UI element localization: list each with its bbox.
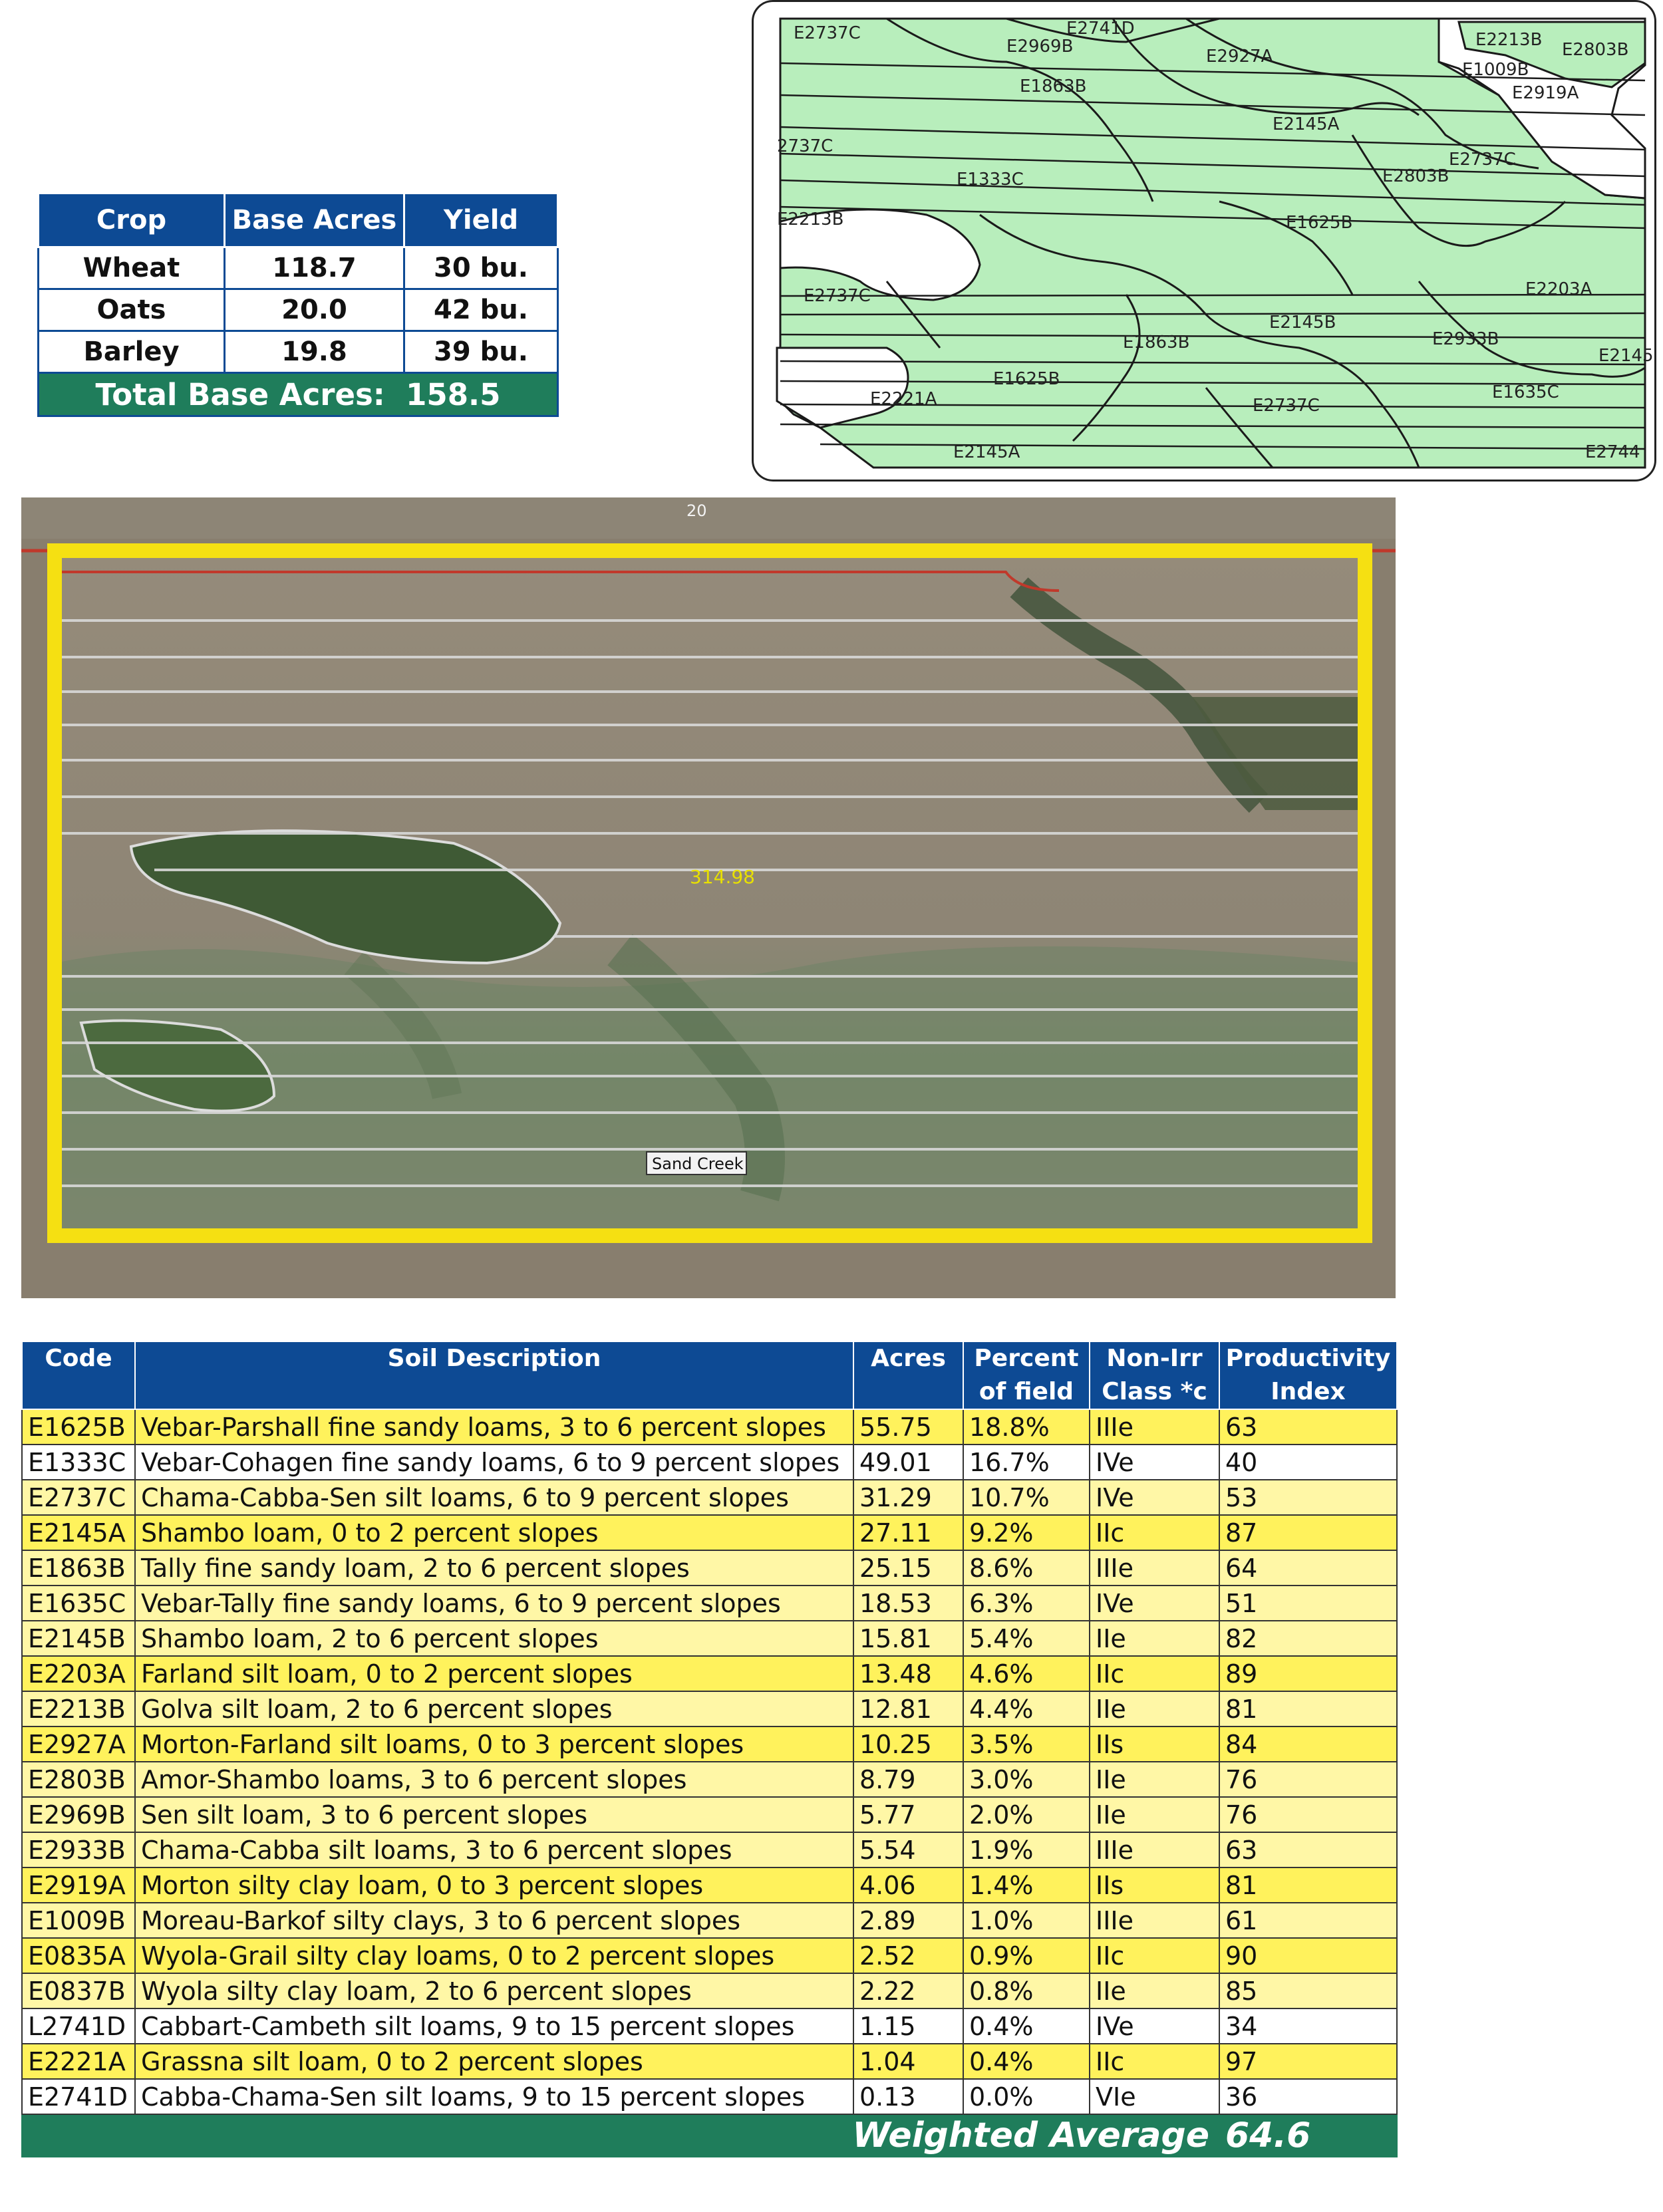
map-label: 2737C (777, 136, 833, 156)
map-label: E2927A (1206, 47, 1273, 67)
soil-percent-of-field: 6.3% (963, 1586, 1090, 1621)
map-label: E2744 (1585, 442, 1640, 462)
table-row (22, 1867, 1397, 1903)
table-row (22, 1409, 1397, 1445)
soil-code: E1009B (22, 1903, 135, 1938)
table-row (22, 1727, 1397, 1762)
aerial-photo-drawing (21, 497, 1396, 1298)
soil-description: Sen silt loam, 3 to 6 percent slopes (135, 1797, 853, 1832)
soil-percent-of-field: 18.8% (963, 1409, 1090, 1445)
total-base-acres (39, 373, 558, 416)
map-label: E1863B (1123, 333, 1190, 352)
map-label: E2145 (1598, 346, 1654, 366)
soil-description: Tally fine sandy loam, 2 to 6 percent slopes (135, 1550, 853, 1586)
soil-class: IIe (1090, 1762, 1219, 1797)
map-label: E2969B (1006, 37, 1074, 57)
soil-description: Morton-Farland silt loams, 0 to 3 percent slopes (135, 1727, 853, 1762)
table-row (22, 1938, 1397, 1973)
table-row (22, 2008, 1397, 2044)
soil-percent-of-field: 0.4% (963, 2008, 1090, 2044)
map-label: E2213B (1475, 30, 1543, 50)
aerial-field-acres: 314.98 (690, 866, 755, 888)
soil-table-body (22, 1409, 1397, 2114)
productivity-index-header: Productivity Index (1219, 1341, 1397, 1409)
soil-description: Chama-Cabba-Sen silt loams, 6 to 9 percent slopes (135, 1480, 853, 1515)
table-row (22, 1973, 1397, 2008)
soil-code: E2933B (22, 1832, 135, 1867)
soil-description: Chama-Cabba silt loams, 3 to 6 percent slopes (135, 1832, 853, 1867)
map-label: E2203A (1525, 279, 1592, 299)
soil-description: Vebar-Cohagen fine sandy loams, 6 to 9 percent slopes (135, 1445, 853, 1480)
map-label: E1625B (1286, 213, 1353, 233)
soil-productivity-index: 34 (1219, 2008, 1397, 2044)
table-row (39, 289, 558, 331)
map-label: E2803B (1562, 40, 1629, 60)
soil-acres: 55.75 (853, 1409, 963, 1445)
soil-table-footer (22, 2114, 1397, 2157)
soil-class: IIs (1090, 1727, 1219, 1762)
aerial-photo (21, 497, 1396, 1298)
soil-percent-of-field: 0.0% (963, 2079, 1090, 2114)
acres-header: Acres (853, 1341, 963, 1409)
weighted-average-value: 64.6 (1219, 2114, 1397, 2157)
soil-productivity-index: 90 (1219, 1938, 1397, 1973)
soil-code: E2213B (22, 1691, 135, 1727)
crop-yield: 42 bu. (404, 289, 558, 331)
map-label: E2213B (777, 209, 844, 229)
crop-base-acres: 20.0 (225, 289, 404, 331)
soil-class: IIIe (1090, 1903, 1219, 1938)
soil-acres: 27.11 (853, 1515, 963, 1550)
soil-description: Wyola silty clay loam, 2 to 6 percent slopes (135, 1973, 853, 2008)
crop-yield: 30 bu. (404, 247, 558, 289)
soil-acres: 4.06 (853, 1867, 963, 1903)
soil-class: IIIe (1090, 1409, 1219, 1445)
soil-acres: 8.79 (853, 1762, 963, 1797)
soil-productivity-index: 82 (1219, 1621, 1397, 1656)
table-row (22, 1621, 1397, 1656)
soil-productivity-index: 81 (1219, 1867, 1397, 1903)
soil-acres: 12.81 (853, 1691, 963, 1727)
map-label: E1625B (993, 369, 1060, 389)
soil-class: IIIe (1090, 1550, 1219, 1586)
soil-description: Shambo loam, 2 to 6 percent slopes (135, 1621, 853, 1656)
map-label: E2737C (1253, 396, 1320, 416)
soil-productivity-index: 61 (1219, 1903, 1397, 1938)
map-label: E2737C (794, 23, 861, 43)
soil-description: Morton silty clay loam, 0 to 3 percent slopes (135, 1867, 853, 1903)
soil-description: Shambo loam, 0 to 2 percent slopes (135, 1515, 853, 1550)
soil-code: E2221A (22, 2044, 135, 2079)
soil-productivity-index: 63 (1219, 1832, 1397, 1867)
soil-acres: 18.53 (853, 1586, 963, 1621)
soil-acres: 5.54 (853, 1832, 963, 1867)
soil-productivity-index: 81 (1219, 1691, 1397, 1727)
soil-acres: 49.01 (853, 1445, 963, 1480)
soil-acres: 10.25 (853, 1727, 963, 1762)
soil-class: IIe (1090, 1621, 1219, 1656)
soil-class: IIc (1090, 1515, 1219, 1550)
total-base-acres-value: 158.5 (406, 376, 501, 412)
soil-percent-of-field: 9.2% (963, 1515, 1090, 1550)
soil-acres: 0.13 (853, 2079, 963, 2114)
soil-percent-of-field: 0.9% (963, 1938, 1090, 1973)
crop-table-total-row (39, 373, 558, 416)
soil-description: Vebar-Parshall fine sandy loams, 3 to 6 percent slopes (135, 1409, 853, 1445)
soil-percent-of-field: 0.8% (963, 1973, 1090, 2008)
soil-class: IIe (1090, 1797, 1219, 1832)
soil-description: Golva silt loam, 2 to 6 percent slopes (135, 1691, 853, 1727)
table-row (22, 1656, 1397, 1691)
aerial-creek-label: Sand Creek (652, 1155, 744, 1173)
soil-description: Grassna silt loam, 0 to 2 percent slopes (135, 2044, 853, 2079)
soil-class: IIs (1090, 1867, 1219, 1903)
soil-code: E2969B (22, 1797, 135, 1832)
soil-code: E1333C (22, 1445, 135, 1480)
soil-productivity-index: 89 (1219, 1656, 1397, 1691)
aerial-road-strip (21, 497, 1396, 539)
soil-class: IVe (1090, 1586, 1219, 1621)
table-row (22, 1445, 1397, 1480)
aerial-road-label: 20 (686, 501, 707, 520)
table-row (22, 2044, 1397, 2079)
table-row (22, 1762, 1397, 1797)
soil-productivity-index: 85 (1219, 1973, 1397, 2008)
table-row (39, 331, 558, 373)
soil-description: Moreau-Barkof silty clays, 3 to 6 percent slopes (135, 1903, 853, 1938)
soil-acres: 2.22 (853, 1973, 963, 2008)
soil-code: E1863B (22, 1550, 135, 1586)
soil-percent-of-field: 1.0% (963, 1903, 1090, 1938)
soil-class: IIIe (1090, 1832, 1219, 1867)
soil-description: Wyola-Grail silty clay loams, 0 to 2 percent slopes (135, 1938, 853, 1973)
soil-productivity-index: 64 (1219, 1550, 1397, 1586)
soil-percent-of-field: 0.4% (963, 2044, 1090, 2079)
soil-acres: 2.52 (853, 1938, 963, 1973)
soil-productivity-index: 53 (1219, 1480, 1397, 1515)
crop-base-acres: 118.7 (225, 247, 404, 289)
soil-code: E2145B (22, 1621, 135, 1656)
yield-header: Yield (404, 194, 558, 247)
table-row (22, 1550, 1397, 1586)
soil-acres: 1.04 (853, 2044, 963, 2079)
soil-productivity-index: 51 (1219, 1586, 1397, 1621)
soil-productivity-index: 97 (1219, 2044, 1397, 2079)
soil-description-header: Soil Description (135, 1341, 853, 1409)
map-label: E2221A (870, 389, 937, 409)
map-label: E2145A (1273, 114, 1340, 134)
map-label: E2145B (1269, 313, 1336, 333)
soil-code: E2803B (22, 1762, 135, 1797)
soil-percent-of-field: 3.5% (963, 1727, 1090, 1762)
soil-productivity-index: 36 (1219, 2079, 1397, 2114)
soil-description: Cabbart-Cambeth silt loams, 9 to 15 percent slopes (135, 2008, 853, 2044)
soil-code: E1625B (22, 1409, 135, 1445)
soil-code: E2145A (22, 1515, 135, 1550)
total-base-acres-label: Total Base Acres: (95, 376, 385, 412)
non-irr-class-header: Non-Irr Class *c (1090, 1341, 1219, 1409)
map-label: E2741D (1066, 19, 1135, 39)
soil-code: E0837B (22, 1973, 135, 2008)
table-row (22, 2079, 1397, 2114)
soil-code: E0835A (22, 1938, 135, 1973)
soil-class: IIc (1090, 2044, 1219, 2079)
soil-productivity-index: 76 (1219, 1797, 1397, 1832)
soil-percent-of-field: 4.6% (963, 1656, 1090, 1691)
soil-class: IIe (1090, 1973, 1219, 2008)
soil-class: IVe (1090, 1445, 1219, 1480)
soil-class: IVe (1090, 2008, 1219, 2044)
percent-of-field-header: Percent of field (963, 1341, 1090, 1409)
map-label: E2933B (1432, 329, 1499, 349)
soil-code: E2919A (22, 1867, 135, 1903)
soil-productivity-index: 40 (1219, 1445, 1397, 1480)
soil-code: E2203A (22, 1656, 135, 1691)
table-row (22, 1586, 1397, 1621)
table-row (22, 1480, 1397, 1515)
crop-table-header (39, 194, 558, 247)
soil-code: E1635C (22, 1586, 135, 1621)
soil-table-header (22, 1341, 1397, 1409)
soil-map (752, 0, 1656, 482)
soil-percent-of-field: 2.0% (963, 1797, 1090, 1832)
soil-description: Farland silt loam, 0 to 2 percent slopes (135, 1656, 853, 1691)
soil-percent-of-field: 4.4% (963, 1691, 1090, 1727)
soil-acres: 1.15 (853, 2008, 963, 2044)
crop-base-acres-table (37, 192, 559, 417)
soil-percent-of-field: 8.6% (963, 1550, 1090, 1586)
table-row (22, 1832, 1397, 1867)
soil-percent-of-field: 1.4% (963, 1867, 1090, 1903)
soil-percent-of-field: 10.7% (963, 1480, 1090, 1515)
soil-class: VIe (1090, 2079, 1219, 2114)
crop-name: Wheat (39, 247, 225, 289)
map-label: E2145A (953, 442, 1020, 462)
soil-code: E2741D (22, 2079, 135, 2114)
soil-percent-of-field: 5.4% (963, 1621, 1090, 1656)
map-label: E2737C (1449, 150, 1516, 170)
soil-acres: 25.15 (853, 1550, 963, 1586)
soil-class: IIe (1090, 1691, 1219, 1727)
soil-percent-of-field: 16.7% (963, 1445, 1090, 1480)
soil-acres: 15.81 (853, 1621, 963, 1656)
soil-description: Cabba-Chama-Sen silt loams, 9 to 15 percent slopes (135, 2079, 853, 2114)
table-row (22, 1903, 1397, 1938)
code-header: Code (22, 1341, 135, 1409)
soil-code: L2741D (22, 2008, 135, 2044)
soil-acres: 5.77 (853, 1797, 963, 1832)
soil-map-drawing (754, 2, 1656, 482)
crop-header: Crop (39, 194, 225, 247)
table-row (39, 247, 558, 289)
soil-class: IIc (1090, 1938, 1219, 1973)
map-label: E1635C (1492, 382, 1559, 402)
map-label: E1009B (1462, 60, 1529, 80)
soil-productivity-index: 76 (1219, 1762, 1397, 1797)
soil-percent-of-field: 1.9% (963, 1832, 1090, 1867)
soil-productivity-index: 63 (1219, 1409, 1397, 1445)
soil-code: E2737C (22, 1480, 135, 1515)
soil-code: E2927A (22, 1727, 135, 1762)
crop-name: Barley (39, 331, 225, 373)
soil-acres: 2.89 (853, 1903, 963, 1938)
table-row (22, 1691, 1397, 1727)
crop-name: Oats (39, 289, 225, 331)
soil-class: IIc (1090, 1656, 1219, 1691)
weighted-average-label: Weighted Average (22, 2114, 1219, 2157)
table-row (22, 1515, 1397, 1550)
base-acres-header: Base Acres (225, 194, 404, 247)
soil-acres: 31.29 (853, 1480, 963, 1515)
map-label: E1333C (957, 170, 1024, 190)
map-label: E1863B (1020, 76, 1087, 96)
soil-productivity-index: 87 (1219, 1515, 1397, 1550)
soil-acres: 13.48 (853, 1656, 963, 1691)
soil-productivity-index: 84 (1219, 1727, 1397, 1762)
map-label: E2737C (804, 286, 871, 306)
map-label: E2919A (1512, 83, 1579, 103)
crop-base-acres: 19.8 (225, 331, 404, 373)
soil-table (21, 1341, 1398, 2157)
soil-class: IVe (1090, 1480, 1219, 1515)
map-label: E2803B (1382, 166, 1449, 186)
crop-yield: 39 bu. (404, 331, 558, 373)
soil-description: Amor-Shambo loams, 3 to 6 percent slopes (135, 1762, 853, 1797)
soil-percent-of-field: 3.0% (963, 1762, 1090, 1797)
table-row (22, 1797, 1397, 1832)
soil-description: Vebar-Tally fine sandy loams, 6 to 9 percent slopes (135, 1586, 853, 1621)
